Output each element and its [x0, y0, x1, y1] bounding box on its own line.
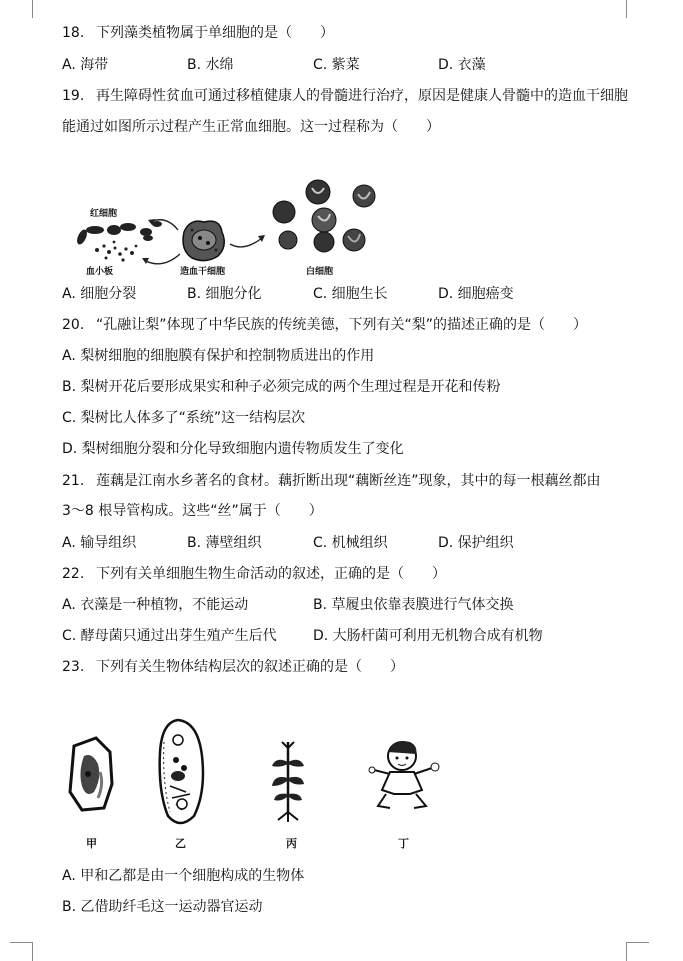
organisms-diagram — [60, 712, 480, 852]
corner-mark-top-left — [10, 0, 33, 18]
label-platelet: 血小板 — [86, 267, 114, 277]
q22-option-a: A. 衣藻是一种植物，不能运动 — [62, 597, 249, 613]
label-white-blood-cell: 白细胞 — [306, 267, 334, 277]
question-21-stem-line1: 21. 莲藕是江南水乡著名的食材。藕折断出现“藕断丝连”现象，其中的每一根藕丝都由 — [62, 473, 601, 489]
q22-option-c: C. 酵母菌只通过出芽生殖产生后代 — [62, 628, 277, 644]
organisms-figure — [60, 712, 480, 852]
q21-option-d: D. 保护组织 — [438, 535, 514, 551]
arrow-to-wbc-icon — [230, 238, 262, 247]
q18-option-b: B. 水绵 — [187, 57, 234, 73]
corner-mark-bottom-right — [626, 942, 649, 961]
question-20-stem: 20. “孔融让梨”体现了中华民族的传统美德，下列有关“梨”的描述正确的是（ ） — [62, 317, 588, 333]
q21-option-c: C. 机械组织 — [313, 535, 388, 551]
label-red-blood-cell: 红细胞 — [90, 209, 118, 219]
question-18-stem: 18. 下列藻类植物属于单细胞的是（ ） — [62, 25, 334, 41]
stem-cell-icon — [183, 221, 224, 260]
question-number: 19. — [62, 88, 85, 104]
label-stem-cell: 造血干细胞 — [180, 267, 226, 277]
white-blood-cells-icon — [273, 180, 375, 252]
question-number: 22. — [62, 566, 85, 582]
question-22-stem: 22. 下列有关单细胞生物生命活动的叙述，正确的是（ ） — [62, 566, 446, 582]
q20-option-b: B. 梨树开花后要形成果实和种子必须完成的两个生理过程是开花和传粉 — [62, 379, 501, 395]
label-yi: 乙 — [175, 837, 186, 850]
q20-option-a: A. 梨树细胞的细胞膜有保护和控制物质进出的作用 — [62, 348, 375, 364]
label-bing: 丙 — [286, 837, 297, 850]
question-number: 20. — [62, 317, 85, 333]
corner-mark-bottom-left — [10, 942, 33, 961]
question-19-stem-line1: 19. 再生障碍性贫血可通过移植健康人的骨髓进行治疗，原因是健康人骨髓中的造血干细胞 — [62, 88, 628, 104]
child-icon — [369, 741, 439, 808]
arrow-to-platelet-icon — [144, 254, 180, 264]
question-19-stem-line2: 能通过如图所示过程产生正常血细胞。这一过程称为（ ） — [62, 119, 440, 135]
q18-option-d: D. 衣藻 — [438, 57, 486, 73]
platelets-icon — [95, 241, 137, 262]
plant-cell-icon — [70, 738, 112, 810]
q22-option-b: B. 草履虫依靠表膜进行气体交换 — [313, 597, 514, 613]
question-number: 23. — [62, 659, 85, 675]
question-21-stem-line2: 3～8 根导管构成。这些“丝”属于（ ） — [62, 503, 323, 519]
red-blood-cells-icon — [75, 221, 162, 246]
q21-option-a: A. 输导组织 — [62, 535, 137, 551]
q19-option-d: D. 细胞癌变 — [438, 286, 514, 302]
q21-option-b: B. 薄壁组织 — [187, 535, 262, 551]
q22-option-d: D. 大肠杆菌可利用无机物合成有机物 — [313, 628, 543, 644]
q20-option-d: D. 梨树细胞分裂和分化导致细胞内遗传物质发生了变化 — [62, 441, 404, 457]
q19-option-b: B. 细胞分化 — [187, 286, 262, 302]
paramecium-icon — [160, 720, 203, 823]
plant-icon — [272, 742, 304, 822]
q19-option-c: C. 细胞生长 — [313, 286, 388, 302]
q23-option-b: B. 乙借助纤毛这一运动器官运动 — [62, 899, 263, 915]
q18-option-a: A. 海带 — [62, 57, 109, 73]
q23-option-a: A. 甲和乙都是由一个细胞构成的生物体 — [62, 868, 305, 884]
question-number: 21. — [62, 473, 85, 489]
q18-option-c: C. 紫菜 — [313, 57, 360, 73]
label-jia: 甲 — [86, 837, 97, 850]
corner-mark-top-right — [626, 0, 649, 18]
q19-option-a: A. 细胞分裂 — [62, 286, 137, 302]
label-ding: 丁 — [398, 837, 409, 850]
blood-cell-differentiation-figure — [62, 170, 392, 280]
question-23-stem: 23. 下列有关生物体结构层次的叙述正确的是（ ） — [62, 659, 404, 675]
question-number: 18. — [62, 25, 85, 41]
q20-option-c: C. 梨树比人体多了“系统”这一结构层次 — [62, 410, 306, 426]
